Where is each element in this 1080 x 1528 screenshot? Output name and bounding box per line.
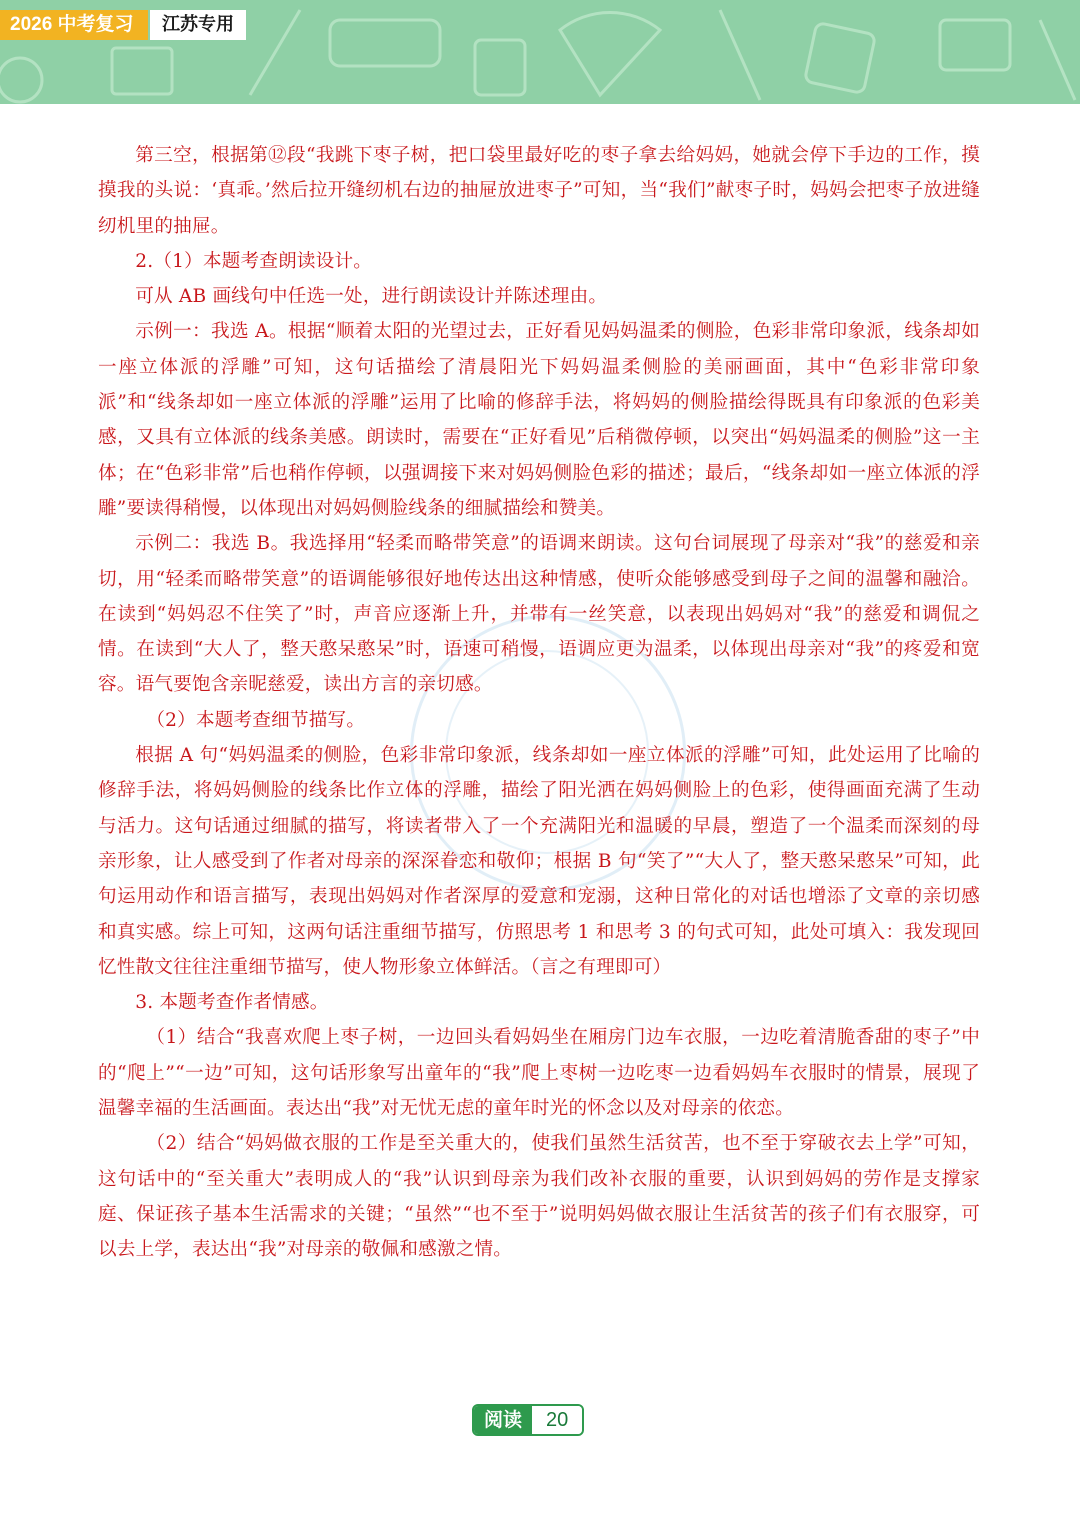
ink-bottle-icon [475, 40, 525, 95]
exam-year-tag: 2026 中考复习 [0, 10, 148, 40]
fan-icon [560, 12, 660, 95]
pen-icon [250, 10, 300, 95]
paragraph: 可从 AB 画线句中任选一处，进行朗读设计并陈述理由。 [135, 286, 608, 308]
book-icon [112, 48, 172, 94]
scroll-icon [330, 20, 440, 66]
answer-content [98, 138, 980, 1268]
question-heading: 3. 本题考查作者情感。 [135, 992, 329, 1014]
page-header [0, 0, 1080, 104]
section-label: 阅读 [474, 1406, 532, 1434]
question-heading: 2.（1）本题考查朗读设计。 [135, 250, 373, 272]
paragraph: 第三空，根据第⑫段“我跳下枣子树，把口袋里最好吃的枣子拿去给妈妈，她就会停下手边的工作，摸摸我的头说：‘真乖。’然后拉开缝纫机右边的抽屉放进枣子”可知，当“我们”献枣子时，妈妈会把枣子放进缝纫机里的抽屉。 [98, 145, 980, 237]
paragraph: 示例一：我选 A。根据“顺着太阳的光望过去，正好看见妈妈温柔的侧脸，色彩非常印象派，线条却如一座立体派的浮雕”可知，这句话描绘了清晨阳光下妈妈温柔侧脸的美丽画面，其中“色彩非常印象派”和“线条却如一座立体派的浮雕”运用了比喻的修辞手法，将妈妈的侧脸描绘得既具有印象派的色彩美感，又具有立体派的线条美感。朗读时，需要在“正好看见”后稍微停顿，以突出“妈妈温柔的侧脸”这一主体；在“色彩非常”后也稍作停顿，以强调接下来对妈妈侧脸色彩的描述；最后，“线条却如一座立体派的浮雕”要读得稍慢，以体现出对妈妈侧脸线条的细腻描绘和赞美。 [98, 321, 980, 519]
paragraph: （2）结合“妈妈做衣服的工作是至关重大的，使我们虽然生活贫苦，也不至于穿破衣去上学”可知，这句话中的“至关重大”表明成人的“我”认识到母亲为我们改补衣服的重要，认识到妈妈的劳作是支撑家庭、保证孩子基本生活需求的关键；“虽然”“也不至于”说明妈妈做衣服让生活贫苦的孩子们有衣服穿，可以去上学，表达出“我”对母亲的敬佩和感激之情。 [98, 1133, 980, 1261]
wen-character-icon [804, 22, 875, 93]
question-heading: （2）本题考查细节描写。 [146, 709, 366, 731]
paragraph: 示例二：我选 B。我选择用“轻柔而略带笑意”的语调来朗读。这句台词展现了母亲对“我”的慈爱和亲切，用“轻柔而略带笑意”的语调能够很好地传达出这种情感，使听众能够感受到母子之间的温馨和融洽。 在读到“妈妈忍不住笑了”时，声音应逐渐上升，并带有一丝笑意，以表现出妈妈对“我”的慈爱和调侃之情。在读到“大人了，整天憨呆憨呆”时，语速可稍慢，语调应更为温柔，以体现出母亲对“我”的疼爱和宽容。语气要饱含亲昵慈爱，读出方言的亲切感。 [98, 533, 980, 696]
region-tag: 江苏专用 [150, 10, 246, 40]
page-number: 20 [532, 1406, 582, 1434]
page-footer-badge [472, 1404, 584, 1436]
paragraph: （1）结合“我喜欢爬上枣子树，一边回头看妈妈坐在厢房门边车衣服，一边吃着清脆香甜的枣子”中的“爬上”“一边”可知，这句话形象写出童年的“我”爬上枣树一边吃枣一边看妈妈车衣服时的情景，展现了温馨幸福的生活画面。表达出“我”对无忧无虑的童年时光的怀念以及对母亲的依恋。 [98, 1027, 980, 1120]
paragraph: 根据 A 句“妈妈温柔的侧脸，色彩非常印象派，线条却如一座立体派的浮雕”可知，此处运用了比喻的修辞手法，将妈妈侧脸的线条比作立体的浮雕，描绘了阳光洒在妈妈侧脸上的色彩，使得画面充满了生动与活力。这句话通过细腻的描写，将读者带入了一个充满阳光和温暖的早晨，塑造了一个温柔而深刻的母亲形象，让人感受到了作者对母亲的深深眷恋和敬仰；根据 B 句“笑了”“大人了，整天憨呆憨呆”可知，此句运用动作和语言描写，表现出妈妈对作者深厚的爱意和宠溺，这种日常化的对话也增添了文章的亲切感和真实感。综上可知，这两句话注重细节描写，仿照思考 1 和思考 3 的句式可知，此处可填入：我发现回忆性散文往往注重细节描写，使人物形象立体鲜活。（言之有理即可） [98, 745, 980, 978]
